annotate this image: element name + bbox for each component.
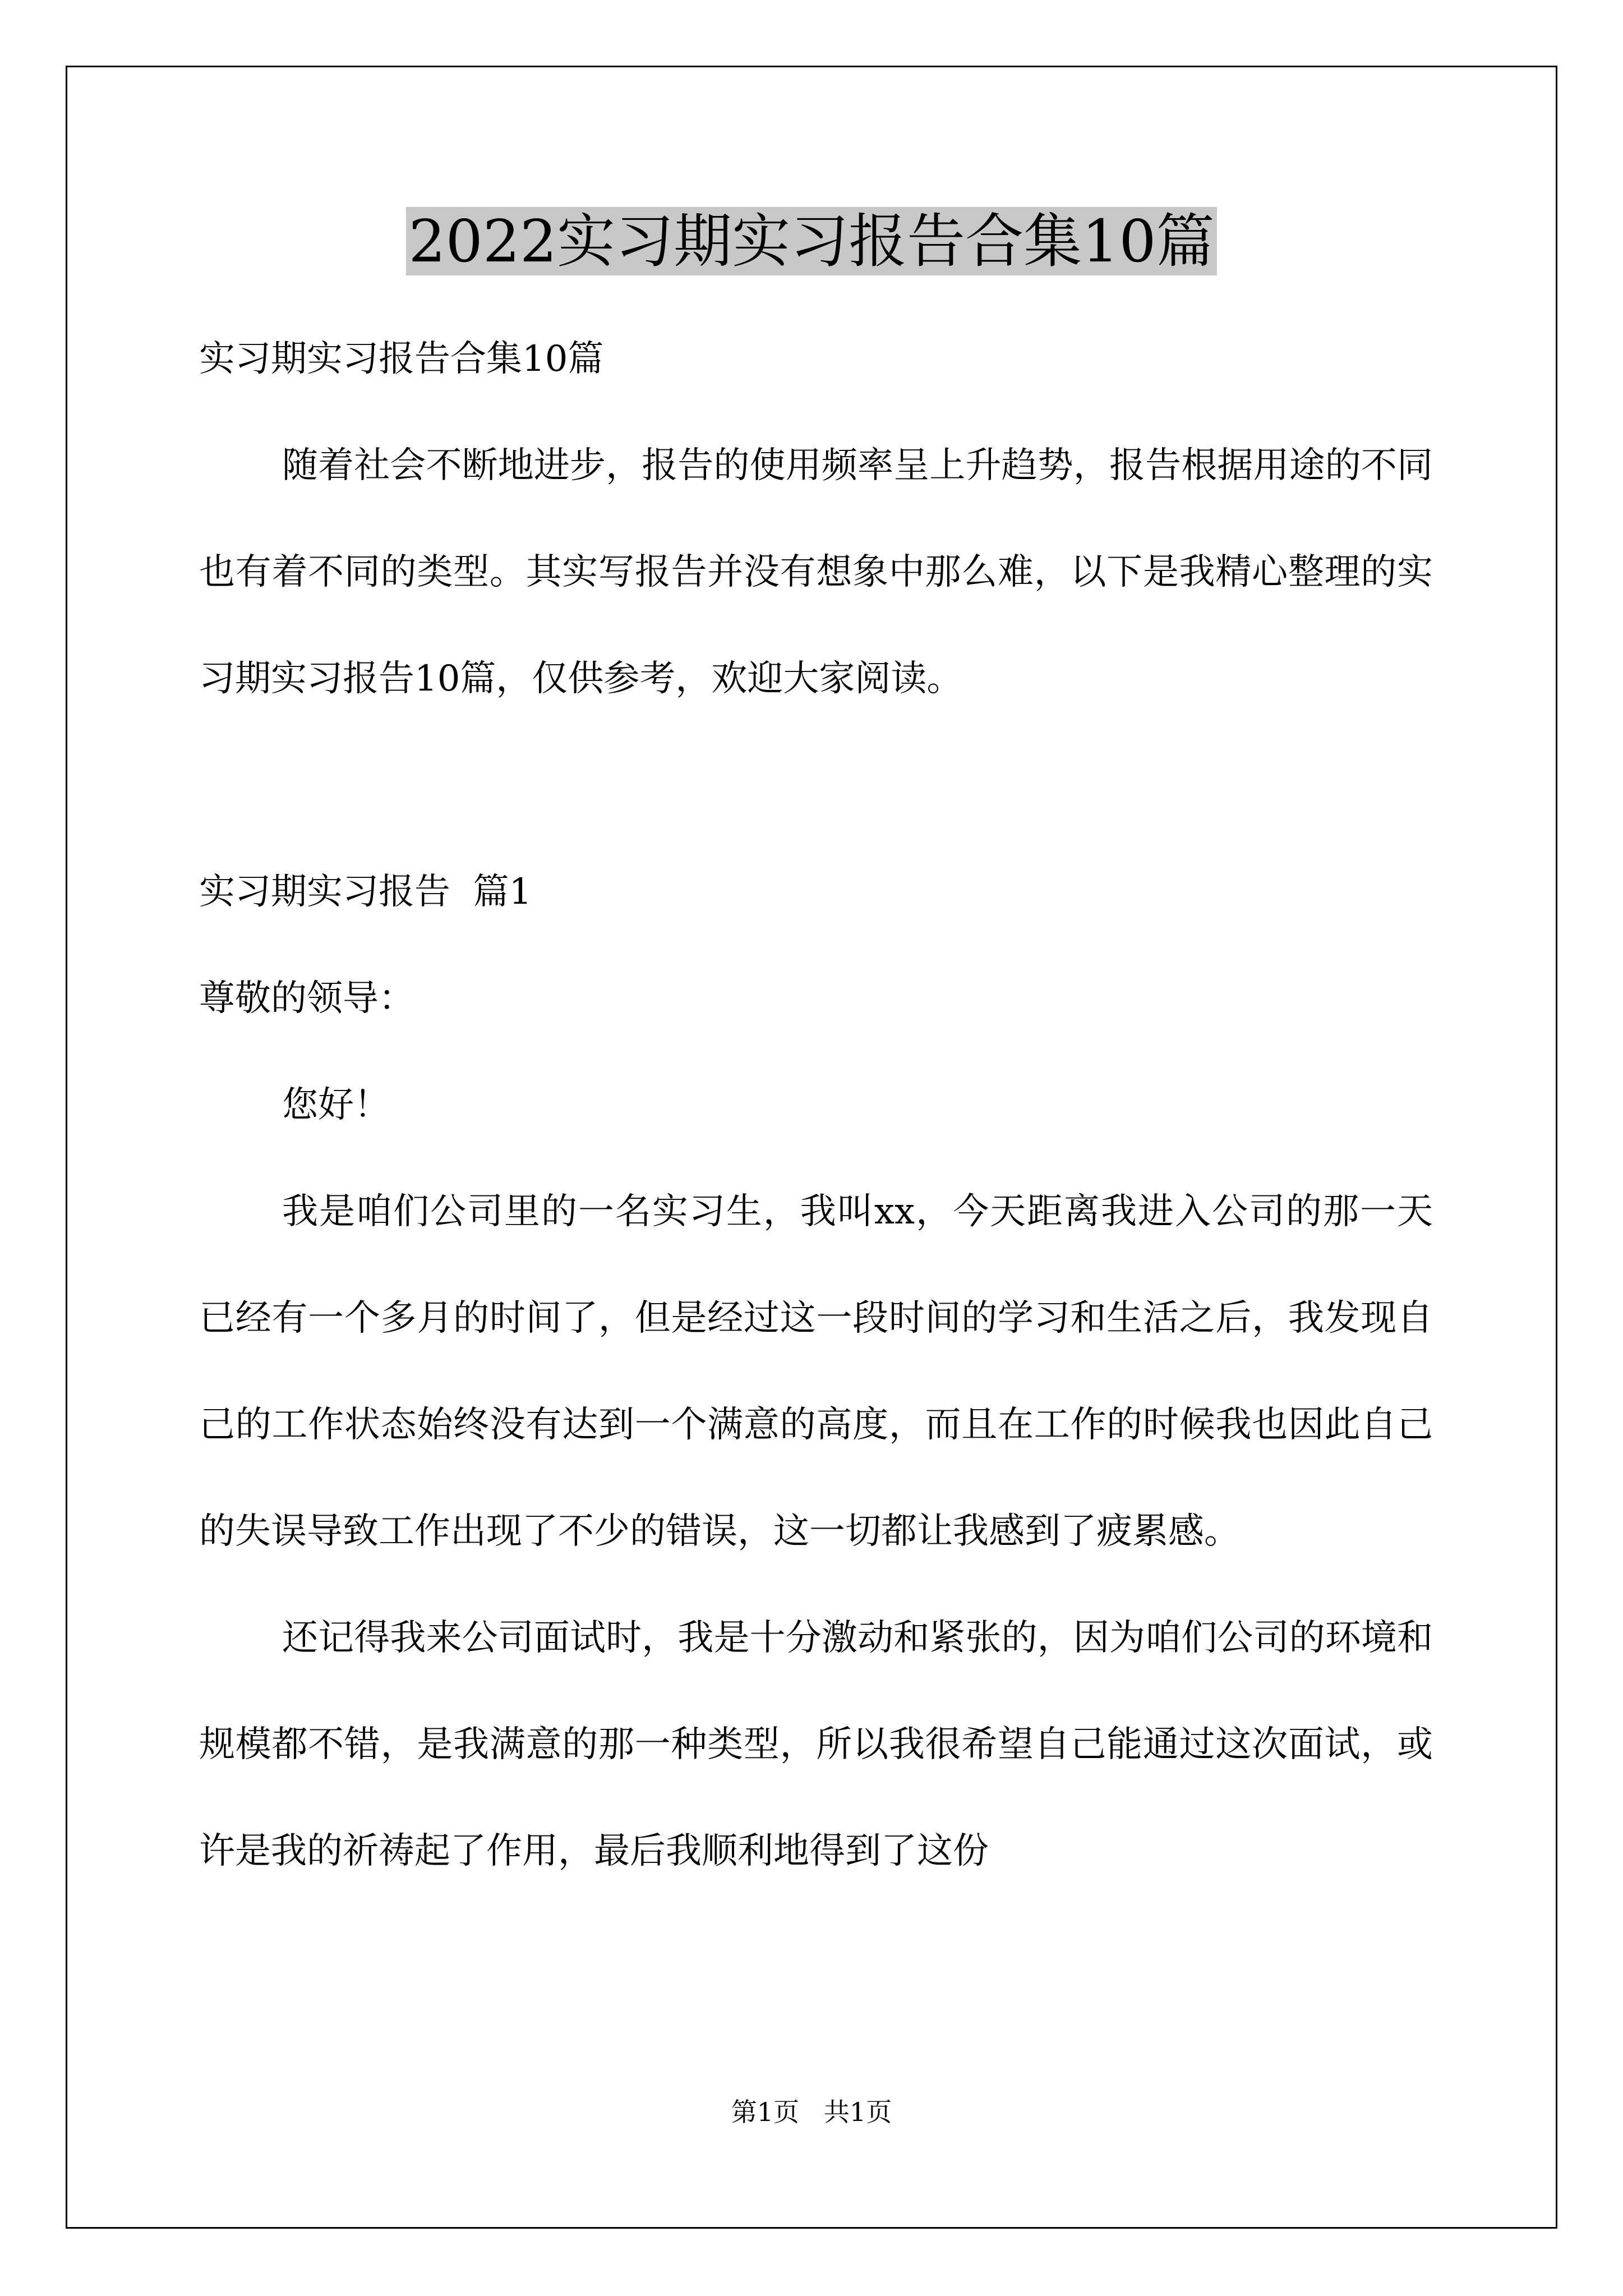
intro-paragraph: 随着社会不断地进步，报告的使用频率呈上升趋势，报告根据用途的不同也有着不同的类型。其实写报告并没有想象中那么难，以下是我精心整理的实习期实习报告10篇，仅供参考，欢迎大家阅读。 bbox=[199, 445, 1433, 700]
paragraph-spacer bbox=[199, 732, 1433, 839]
page-number: 第1页 共1页 bbox=[731, 2097, 892, 2127]
salutation: 尊敬的领导： bbox=[199, 978, 414, 1019]
section-heading: 实习期实习报告 篇1 bbox=[199, 871, 532, 913]
document-subtitle: 实习期实习报告合集10篇 bbox=[199, 338, 604, 380]
document-title bbox=[0, 202, 1623, 280]
document-title-text: 2022实习期实习报告合集10篇 bbox=[406, 207, 1216, 275]
greeting: 您好！ bbox=[282, 1084, 390, 1126]
body-paragraph: 还记得我来公司面试时，我是十分激动和紧张的，因为咱们公司的环境和规模都不错，是我满意的那一种类型，所以我很希望自己能通过这次面试，或许是我的祈祷起了作用，最后我顺利地得到了这份 bbox=[199, 1617, 1433, 1872]
body-paragraph: 我是咱们公司里的一名实习生，我叫xx，今天距离我进入公司的那一天已经有一个多月的时间了，但是经过这一段时间的学习和生活之后，我发现自己的工作状态始终没有达到一个满意的高度，而且在工作的时候我也因此自己的失误导致工作出现了不少的错误，这一切都让我感到了疲累感。 bbox=[199, 1191, 1433, 1552]
page-footer bbox=[0, 2095, 1623, 2129]
document-body bbox=[199, 306, 1433, 1904]
